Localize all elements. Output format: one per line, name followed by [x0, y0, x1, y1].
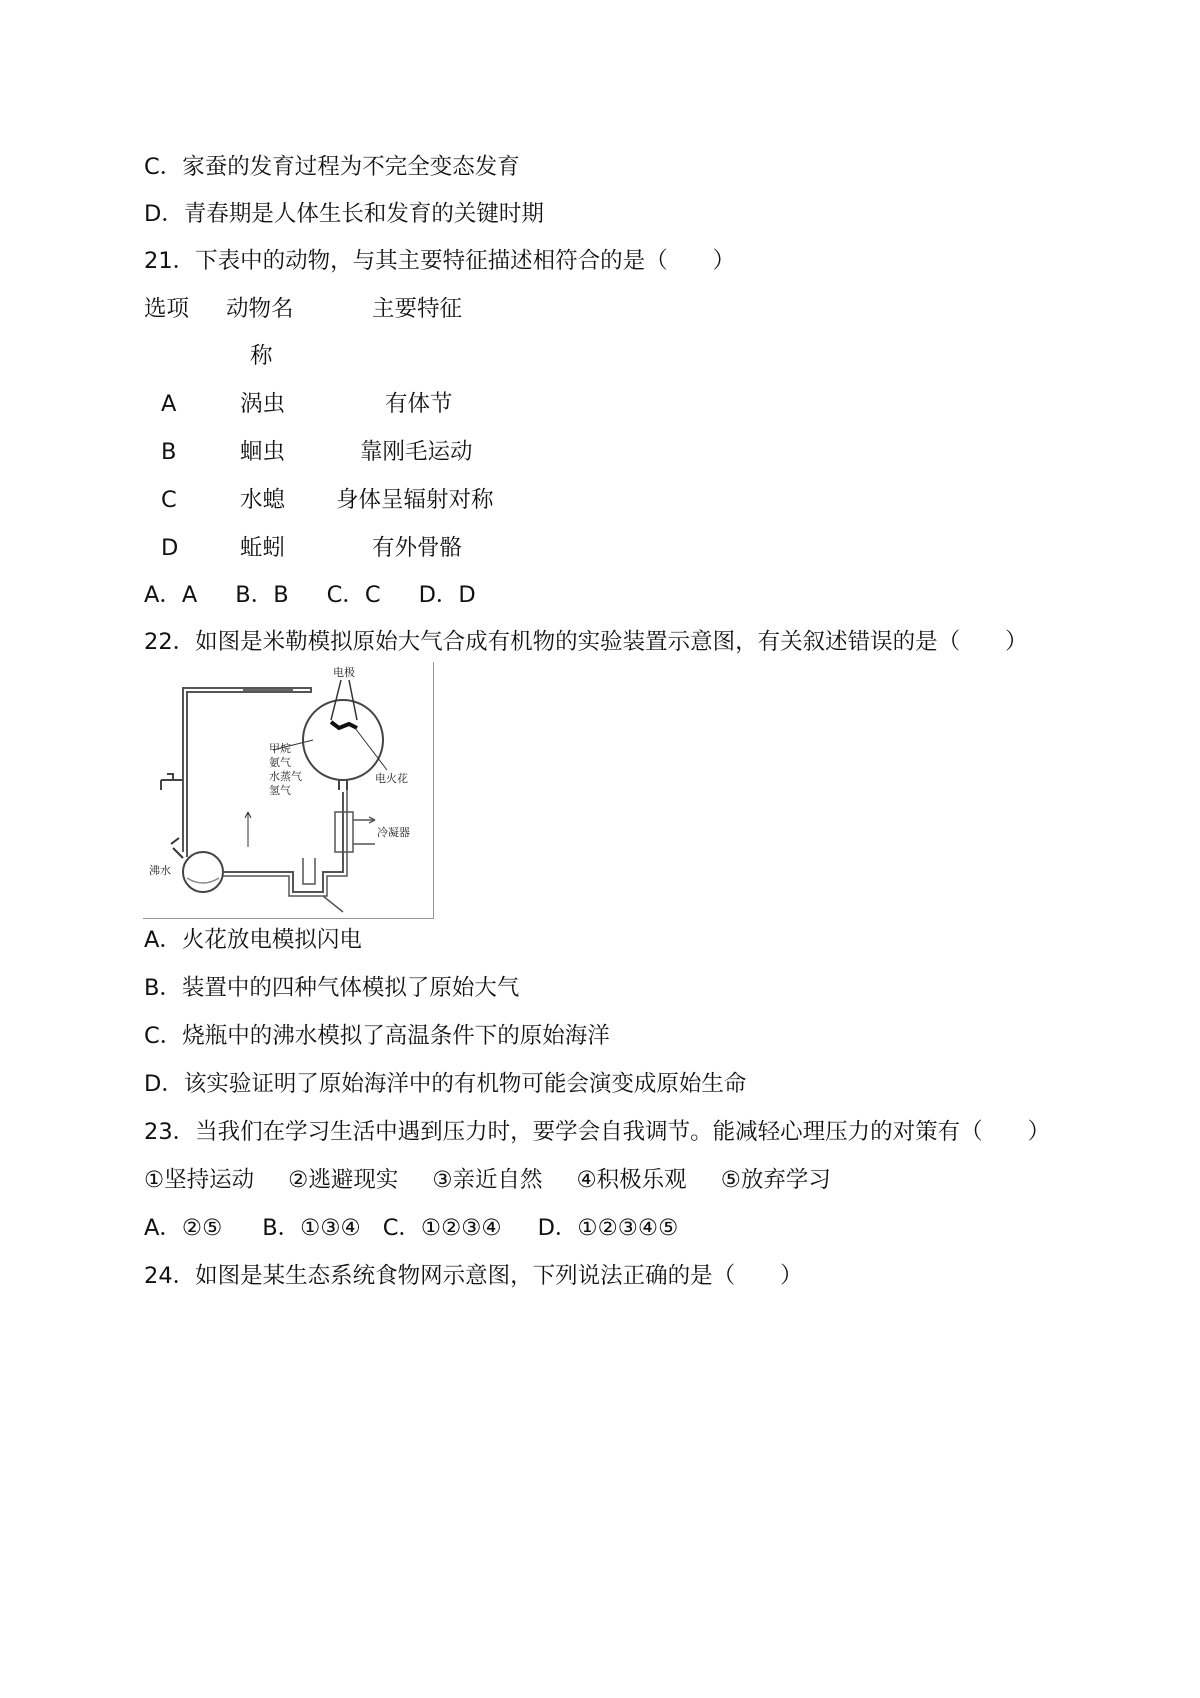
table-row-option: C: [161, 487, 177, 513]
table-header-animal-wrap: 称: [250, 343, 273, 369]
q20-option-c: C．家蚕的发育过程为不完全变态发育: [144, 154, 520, 180]
q23-choices: [144, 1213, 678, 1243]
miller-experiment-figure: [143, 662, 434, 919]
list-item: ③亲近自然: [432, 1167, 543, 1193]
q22-option-c: C．烧瓶中的沸水模拟了高温条件下的原始海洋: [144, 1023, 610, 1049]
miller-apparatus-diagram: [143, 662, 433, 918]
q22-option-d: D．该实验证明了原始海洋中的有机物可能会演变成原始生命: [144, 1071, 747, 1097]
table-row-option: B: [161, 439, 177, 465]
label-gas: 甲烷: [269, 742, 291, 755]
q22-option-b: B．装置中的四种气体模拟了原始大气: [144, 975, 520, 1001]
q24-stem: 24．如图是某生态系统食物网示意图，下列说法正确的是（ ）: [144, 1263, 803, 1289]
q23-stem: 23．当我们在学习生活中遇到压力时，要学会自我调节。能减轻心理压力的对策有（ ）: [144, 1119, 1051, 1145]
label-electrode: 电极: [333, 666, 355, 679]
list-item: ②逃避现实: [288, 1167, 399, 1193]
label-boiling-water: 沸水: [149, 864, 171, 877]
choice-d: D．①②③④⑤: [537, 1215, 679, 1241]
list-item: ④积极乐观: [576, 1167, 687, 1193]
q21-choices: [144, 580, 476, 610]
choice-b: B．B: [235, 582, 289, 608]
q20-option-d: D．青春期是人体生长和发育的关键时期: [144, 201, 544, 227]
table-header-option: 选项: [144, 296, 190, 322]
choice-b: B．①③④: [262, 1215, 361, 1241]
table-row-animal: 水螅: [240, 487, 286, 513]
label-gas: 氢气: [269, 784, 291, 797]
q21-stem: 21．下表中的动物，与其主要特征描述相符合的是（ ）: [144, 248, 736, 274]
choice-c: C．①②③④: [382, 1215, 502, 1241]
table-row-feature: 有外骨骼: [372, 535, 463, 561]
table-header-animal: 动物名: [226, 296, 294, 322]
table-row-feature: 靠刚毛运动: [360, 439, 473, 465]
table-row-feature: 身体呈辐射对称: [336, 487, 494, 513]
choice-a: A．A: [144, 582, 198, 608]
choice-c: C．C: [326, 582, 381, 608]
table-row-option: A: [161, 391, 177, 417]
choice-d: D．D: [418, 582, 476, 608]
table-row-option: D: [161, 535, 179, 561]
table-header-feature: 主要特征: [372, 296, 463, 322]
table-row-animal: 蚯蚓: [240, 535, 286, 561]
q22-option-a: A．火花放电模拟闪电: [144, 927, 362, 953]
list-item: ⑤放弃学习: [720, 1167, 831, 1193]
label-gas: 氨气: [269, 756, 291, 769]
table-row-animal: 涡虫: [240, 391, 286, 417]
label-condenser: 冷凝器: [377, 826, 410, 839]
label-spark: 电火花: [375, 772, 408, 785]
label-gas: 水蒸气: [269, 770, 302, 783]
q22-stem: 22．如图是米勒模拟原始大气合成有机物的实验装置示意图，有关叙述错误的是（ ）: [144, 629, 1028, 655]
q23-items: [144, 1165, 831, 1195]
table-row-animal: 蛔虫: [240, 439, 286, 465]
list-item: ①坚持运动: [144, 1167, 255, 1193]
table-row-feature: 有体节: [385, 391, 453, 417]
choice-a: A．②⑤: [144, 1215, 223, 1241]
